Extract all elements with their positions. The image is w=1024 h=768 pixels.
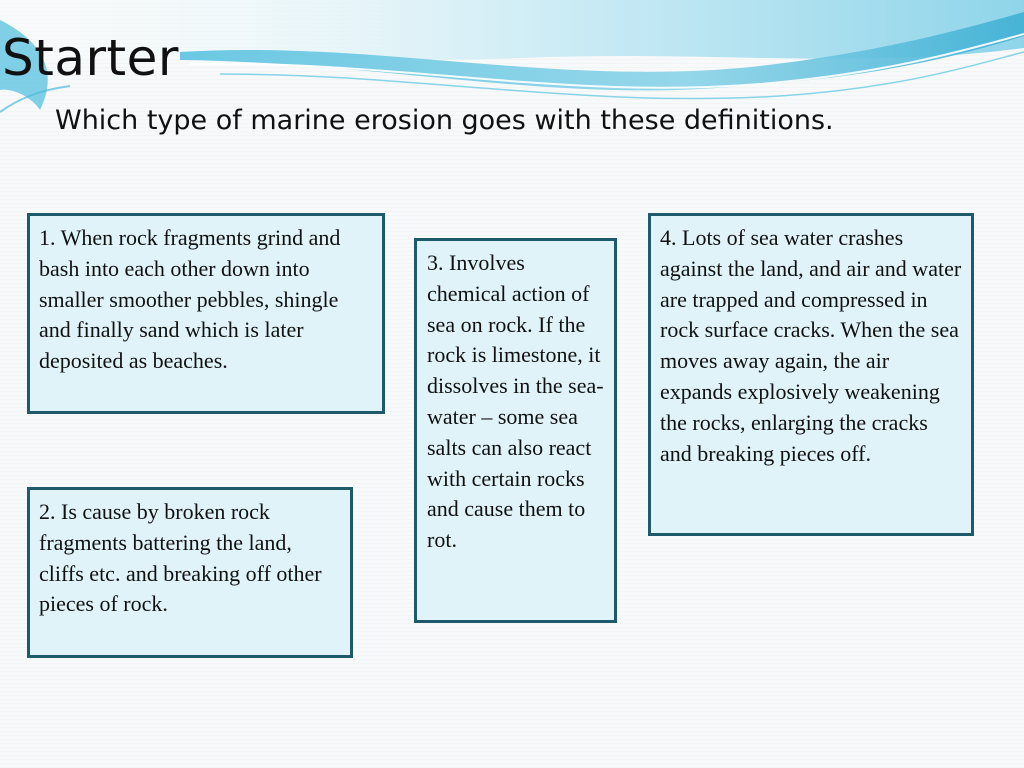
definition-card-1: 1. When rock fragments grind and bash into each other down into smaller smoother pebbles, shingle and finally sand which is later deposited as beaches. bbox=[27, 213, 385, 414]
definition-card-4: 4. Lots of sea water crashes against the land, and air and water are trapped and compressed in rock surface cracks. When the sea moves away again, the air expands explosively weakening the rocks, enlarging the cracks and breaking pieces off. bbox=[648, 213, 974, 536]
definition-card-2: 2. Is cause by broken rock fragments battering the land, cliffs etc. and breaking off other pieces of rock. bbox=[27, 487, 353, 658]
page-title: Starter bbox=[2, 29, 179, 87]
definition-card-3: 3. Involves chemical action of sea on rock. If the rock is limestone, it dissolves in the sea-water – some sea salts can also react with certain rocks and cause them to rot. bbox=[414, 238, 617, 623]
page-subtitle: Which type of marine erosion goes with these definitions. bbox=[55, 105, 834, 136]
